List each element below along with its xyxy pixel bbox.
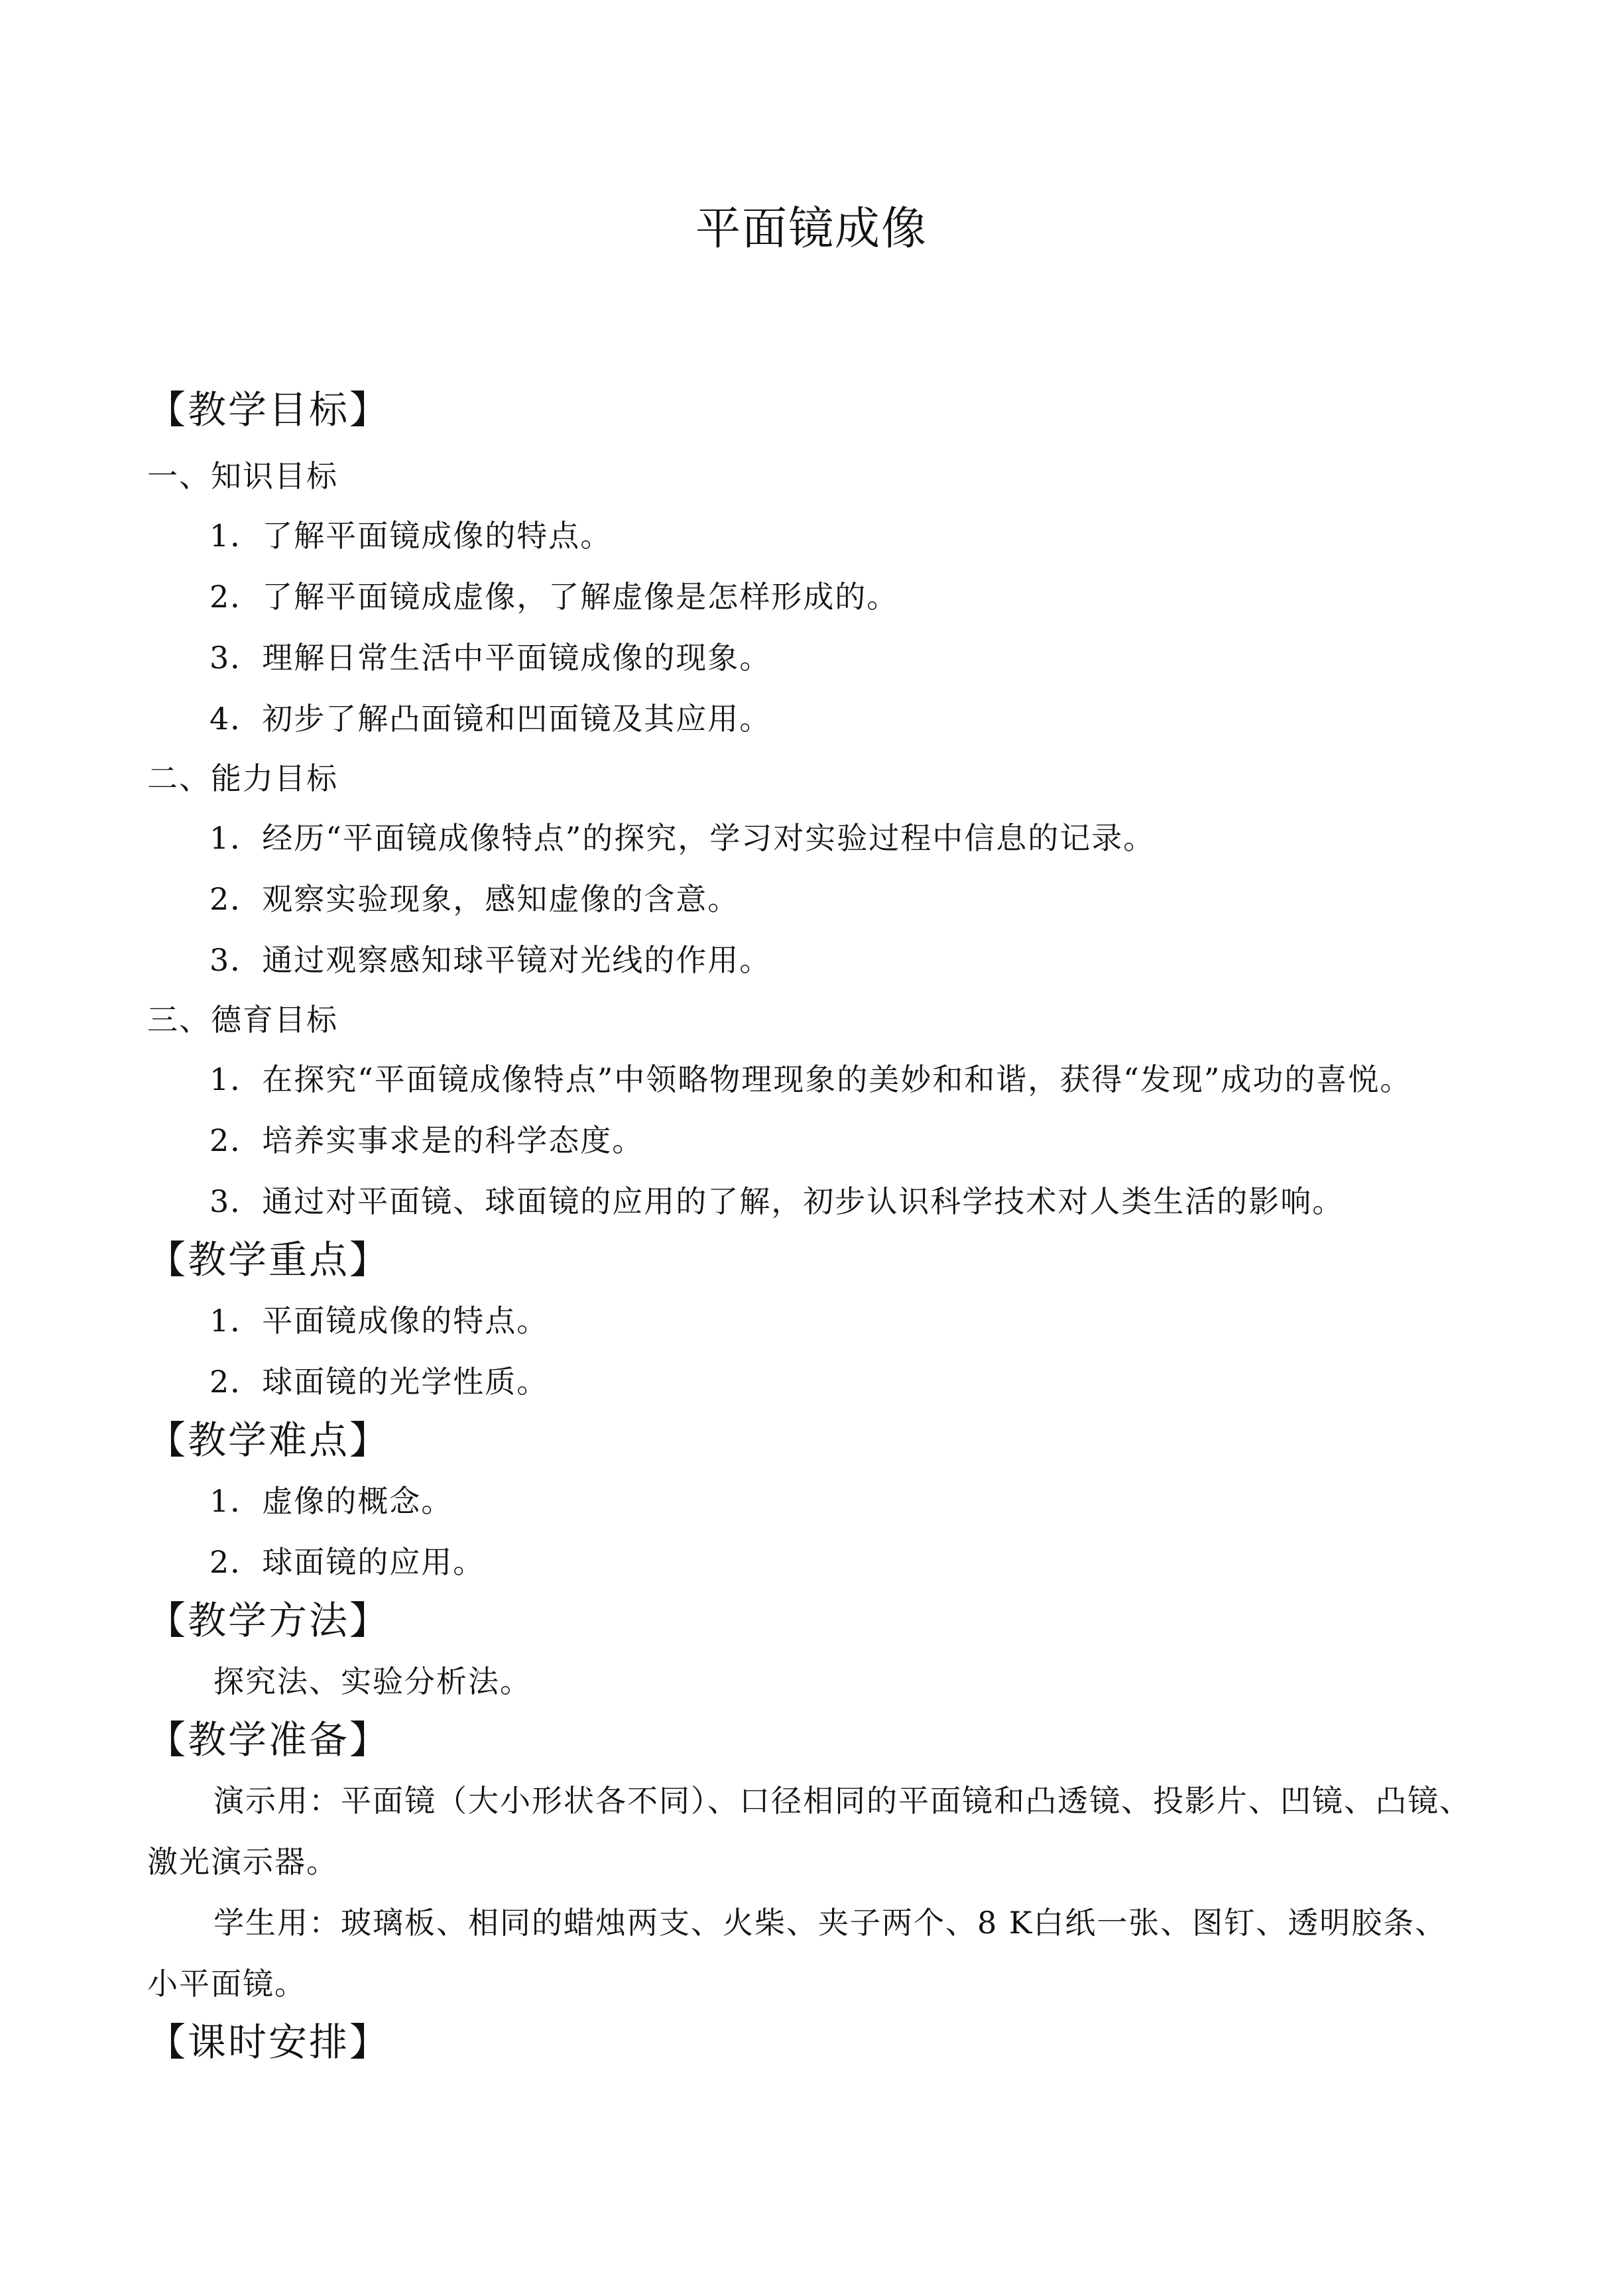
list-item: 3．通过观察感知球平镜对光线的作用。 xyxy=(210,942,772,978)
preparation-student-line-1: 学生用：玻璃板、相同的蜡烛两支、火柴、夹子两个、8 K白纸一张、图钉、透明胶条、 xyxy=(213,1905,1447,1941)
subheading-ability: 二、能力目标 xyxy=(147,760,338,796)
page-title: 平面镜成像 xyxy=(695,203,928,255)
list-item: 2．观察实验现象，感知虚像的含意。 xyxy=(210,881,740,917)
list-item: 1．经历“平面镜成像特点”的探究，学习对实验过程中信息的记录。 xyxy=(210,820,1156,856)
subheading-knowledge: 一、知识目标 xyxy=(147,458,338,494)
list-item: 1．了解平面镜成像的特点。 xyxy=(210,518,613,554)
list-item: 4．初步了解凸面镜和凹面镜及其应用。 xyxy=(210,701,772,737)
list-item: 2．培养实事求是的科学态度。 xyxy=(210,1122,644,1158)
list-item: 2．球面镜的光学性质。 xyxy=(210,1364,549,1400)
list-item: 1．平面镜成像的特点。 xyxy=(210,1303,549,1339)
preparation-demo-line-1: 演示用：平面镜（大小形状各不同）、口径相同的平面镜和凸透镜、投影片、凹镜、凸镜、 xyxy=(213,1783,1471,1819)
list-item: 2．球面镜的应用。 xyxy=(210,1544,485,1580)
list-item: 3．通过对平面镜、球面镜的应用的了解，初步认识科学技术对人类生活的影响。 xyxy=(210,1183,1345,1219)
section-heading-difficulties: 【教学难点】 xyxy=(147,1418,391,1463)
section-heading-methods: 【教学方法】 xyxy=(147,1598,391,1643)
preparation-demo-line-2: 激光演示器。 xyxy=(147,1844,338,1880)
section-heading-preparation: 【教学准备】 xyxy=(147,1717,391,1762)
subheading-moral: 三、德育目标 xyxy=(147,1002,338,1038)
section-heading-schedule: 【课时安排】 xyxy=(147,2020,391,2065)
section-heading-key-points: 【教学重点】 xyxy=(147,1237,391,1282)
methods-text: 探究法、实验分析法。 xyxy=(213,1663,532,1699)
preparation-student-line-2: 小平面镜。 xyxy=(147,1966,306,2002)
list-item: 1．虚像的概念。 xyxy=(210,1483,453,1519)
list-item: 3．理解日常生活中平面镜成像的现象。 xyxy=(210,640,772,676)
list-item: 2．了解平面镜成虚像，了解虚像是怎样形成的。 xyxy=(210,579,899,615)
section-heading-objectives: 【教学目标】 xyxy=(147,387,391,432)
list-item: 1．在探究“平面镜成像特点”中领略物理现象的美妙和和谐，获得“发现”成功的喜悦。 xyxy=(210,1061,1412,1097)
